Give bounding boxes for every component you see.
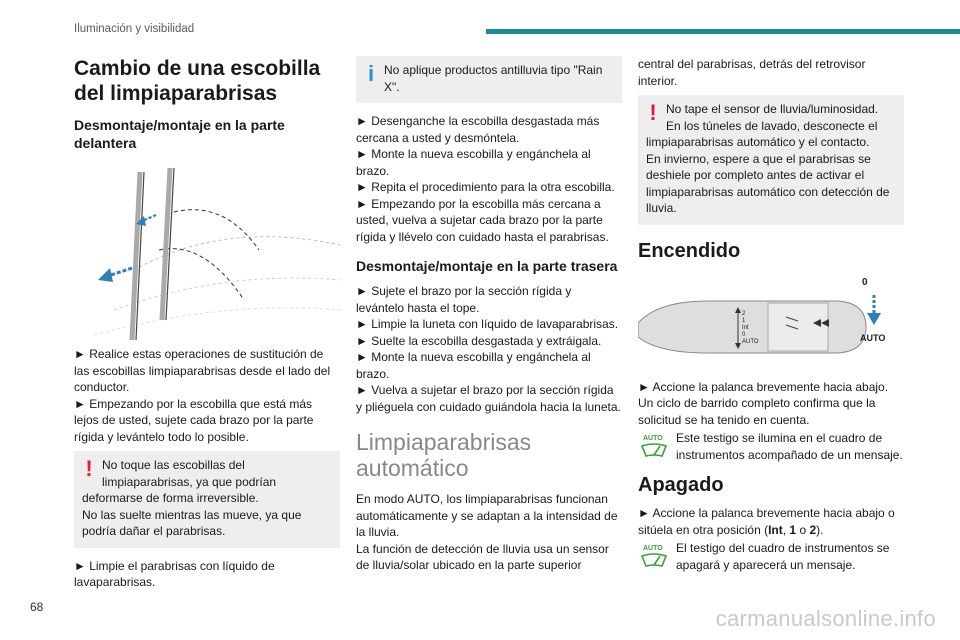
info-text: No aplique productos antilluvia tipo "Rain X". (384, 63, 603, 94)
warning-text-1: No toque las escobillas del limpiaparabrisas, ya que podrían deformarse de forma irreversible. (82, 458, 277, 505)
info-box-rainx (356, 56, 622, 103)
header-title: Iluminación y visibilidad (74, 23, 195, 35)
rear-step-5: ► Vuelva a sujetar el brazo por la sección rígida y pliéguela con cuidado guiándola hacia la luneta. (356, 383, 621, 414)
column-3 (638, 56, 904, 573)
wiper-stalk-drawing (638, 271, 904, 371)
stalk-label-auto: AUTO (860, 332, 886, 343)
col1-step-3: ► Limpie el parabrisas con líquido de lavaparabrisas. (74, 558, 275, 589)
warning-box-col3 (638, 95, 904, 225)
auto-paragraph-2: La función de detección de lluvia usa un sensor de lluvia/solar ubicado en la parte superior (356, 541, 609, 572)
on-lamp-text: Este testigo se ilumina en el cuadro de instrumentos acompañado de un mensaje. (676, 431, 903, 462)
warning-exclamation-icon: ! (85, 456, 93, 481)
auto-wiper-lamp-icon (638, 432, 670, 460)
off-lamp-text: El testigo del cuadro de instrumentos se apagará y aparecerá un mensaje. (676, 541, 890, 572)
col1-step-1: ► Realice estas operaciones de sustitución de las escobillas limpiaparabrisas desde el lado del conductor. (74, 347, 331, 394)
stalk-label-zero: 0 (862, 276, 868, 288)
subtitle-rear: Desmontaje/montaje en la parte trasera (356, 258, 618, 274)
rear-step-3: ► Suelte la escobilla desgastada y extráigala. (356, 333, 602, 348)
col2-step-4: ► Empezando por la escobilla más cercana a usted, vuelva a sujetar cada brazo por la parte rígida y llévelo con cuidado hasta el parabrisas. (356, 196, 609, 244)
stalk-illustration (638, 271, 904, 371)
warning-box-col1 (74, 451, 340, 548)
stalk-label-2: 2 (742, 310, 746, 317)
off-lamp-row (638, 540, 904, 573)
header-accent-bar (486, 29, 960, 34)
column-2 (356, 56, 622, 574)
page-number: 68 (30, 600, 44, 614)
off-step: ► Accione la palanca brevemente hacia abajo o sitúela en otra posición (Int, 1 o 2). (638, 506, 895, 537)
section-title-auto-wiper: Limpiaparabrisas automático (356, 429, 532, 481)
stalk-label-auto-small: AUTO (742, 338, 759, 345)
subtitle-front: Desmontaje/montaje en la parte delantera (74, 117, 285, 151)
svg-text:AUTO: AUTO (643, 435, 663, 442)
col2-step-1: ► Desenganche la escobilla desgastada más cercana a usted y desmóntela. (356, 114, 600, 145)
front-wiper-illustration (74, 160, 340, 340)
on-step: ► Accione la palanca brevemente hacia abajo. Un ciclo de barrido completo confirma que la solicitud se ha tenido en cuenta. (638, 379, 889, 427)
section-title-on: Encendido (638, 239, 741, 262)
column-1 (74, 56, 340, 591)
col3-continued-text: central del parabrisas, detrás del retrovisor interior. (638, 57, 866, 88)
svg-text:AUTO: AUTO (643, 545, 663, 552)
col1-step-2: ► Empezando por la escobilla que está más lejos de usted, sujete cada brazo por la parte rígida y levántelo todo lo posible. (74, 396, 314, 444)
col2-step-2: ► Monte la nueva escobilla y engánchela al brazo. (356, 147, 591, 178)
warning3-text-2: En los túneles de lavado, desconecte el limpiaparabrisas automático y el contacto. (646, 118, 878, 149)
on-lamp-row (638, 430, 904, 463)
section-title-wiper-change: Cambio de una escobilla del limpiaparabrisas (74, 57, 321, 105)
info-icon: i (367, 61, 375, 86)
stalk-label-1: 1 (742, 317, 746, 324)
watermark: carmanualsonline.info (715, 606, 936, 631)
warning-text-2: No las suelte mientras las mueve, ya que podría dañar el parabrisas. (82, 507, 302, 538)
auto-wiper-lamp-icon (638, 542, 670, 570)
stalk-label-int: Int (742, 324, 749, 331)
rear-step-2: ► Limpie la luneta con líquido de lavaparabrisas. (356, 317, 619, 331)
section-title-off: Apagado (638, 474, 724, 496)
auto-paragraph-1: En modo AUTO, los limpiaparabrisas funcionan automáticamente y se adaptan a la intensidad de la lluvia. (356, 492, 618, 539)
wiper-blades-drawing (74, 160, 340, 340)
stalk-label-zero-small: 0 (742, 331, 746, 338)
rear-step-4: ► Monte la nueva escobilla y engánchela al brazo. (356, 350, 591, 381)
rear-step-1: ► Sujete el brazo por la sección rígida y levántelo hasta el tope. (356, 284, 572, 315)
warning-exclamation-icon: ! (649, 100, 657, 125)
col2-step-3: ► Repita el procedimiento para la otra escobilla. (356, 180, 615, 194)
warning3-text-3: En invierno, espere a que el parabrisas se deshiele por completo antes de activar el limpiaparabrisas automático con detección de lluvia. (646, 151, 890, 215)
warning3-text-1: No tape el sensor de lluvia/luminosidad. (666, 102, 879, 116)
